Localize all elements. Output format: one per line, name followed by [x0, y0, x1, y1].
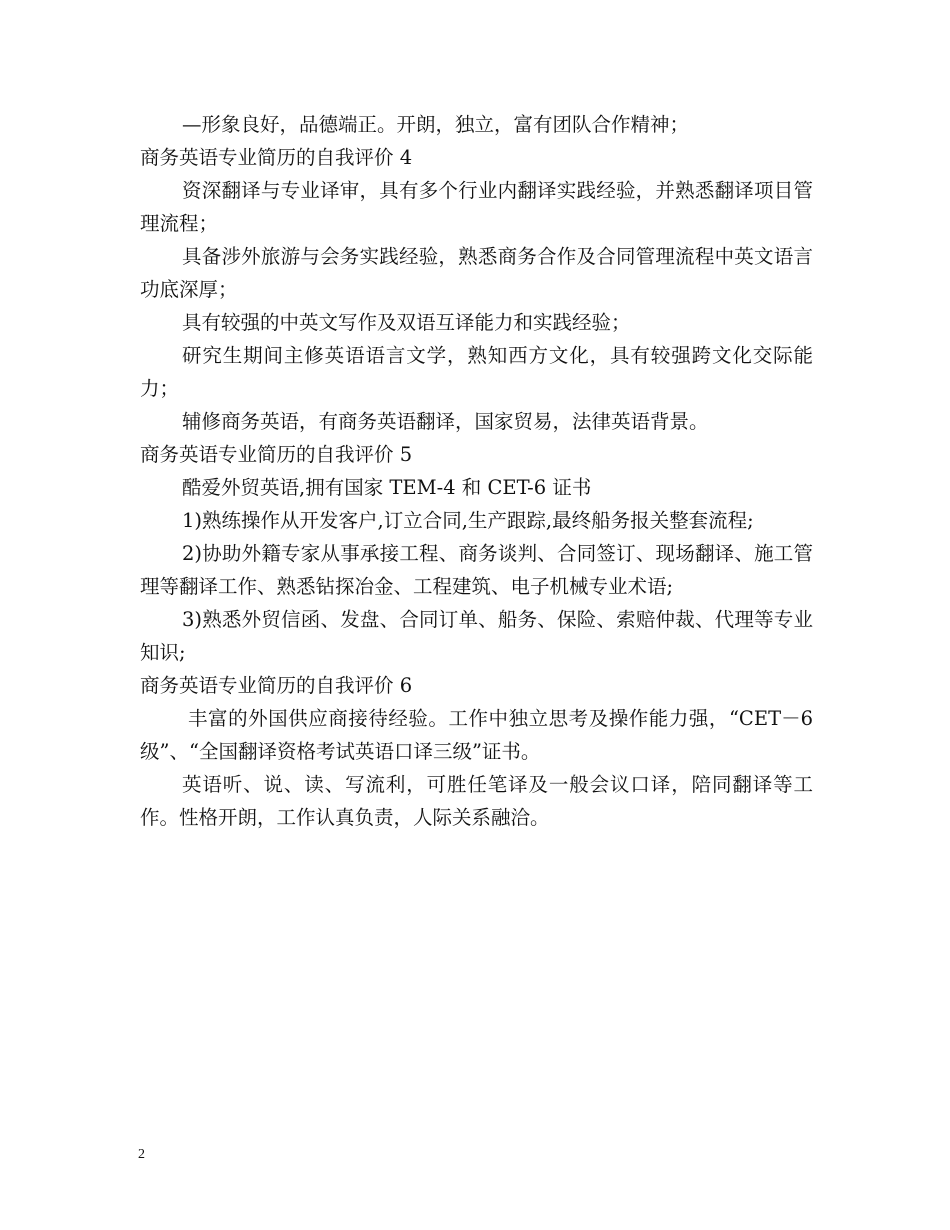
paragraph: —形象良好，品德端正。开朗，独立，富有团队合作精神； [182, 113, 690, 136]
document-body [140, 108, 813, 834]
paragraph: 研究生期间主修英语语言文学，熟知西方文化，具有较强跨文化交际能力； [140, 344, 813, 400]
page-number: 2 [138, 1147, 145, 1162]
paragraph: 2)协助外籍专家从事承接工程、商务谈判、合同签订、现场翻译、施工管理等翻译工作、熟悉钻探冶金、工程建筑、电子机械专业术语; [140, 542, 813, 598]
paragraph: 1)熟练操作从开发客户,订立合同,生产跟踪,最终船务报关整套流程; [182, 509, 754, 532]
section-heading: 商务英语专业简历的自我评价 5 [140, 443, 413, 466]
paragraph: 具备涉外旅游与会务实践经验，熟悉商务合作及合同管理流程中英文语言功底深厚； [140, 245, 813, 301]
paragraph: 丰富的外国供应商接待经验。工作中独立思考及操作能力强，“CET－6 级”、“全国翻译资格考试英语口译三级”证书。 [140, 707, 813, 763]
paragraph: 英语听、说、读、写流利，可胜任笔译及一般会议口译，陪同翻译等工作。性格开朗，工作认真负责，人际关系融洽。 [140, 773, 813, 829]
section-heading: 商务英语专业简历的自我评价 6 [140, 674, 413, 697]
paragraph: 具有较强的中英文写作及双语互译能力和实践经验； [182, 311, 631, 334]
paragraph: 资深翻译与专业译审，具有多个行业内翻译实践经验，并熟悉翻译项目管理流程； [140, 179, 813, 235]
section-heading: 商务英语专业简历的自我评价 4 [140, 146, 413, 169]
paragraph: 3)熟悉外贸信函、发盘、合同订单、船务、保险、索赔仲裁、代理等专业知识; [140, 608, 813, 664]
paragraph: 辅修商务英语，有商务英语翻译，国家贸易，法律英语背景。 [182, 410, 709, 433]
paragraph: 酷爱外贸英语,拥有国家 TEM-4 和 CET-6 证书 [182, 476, 592, 499]
